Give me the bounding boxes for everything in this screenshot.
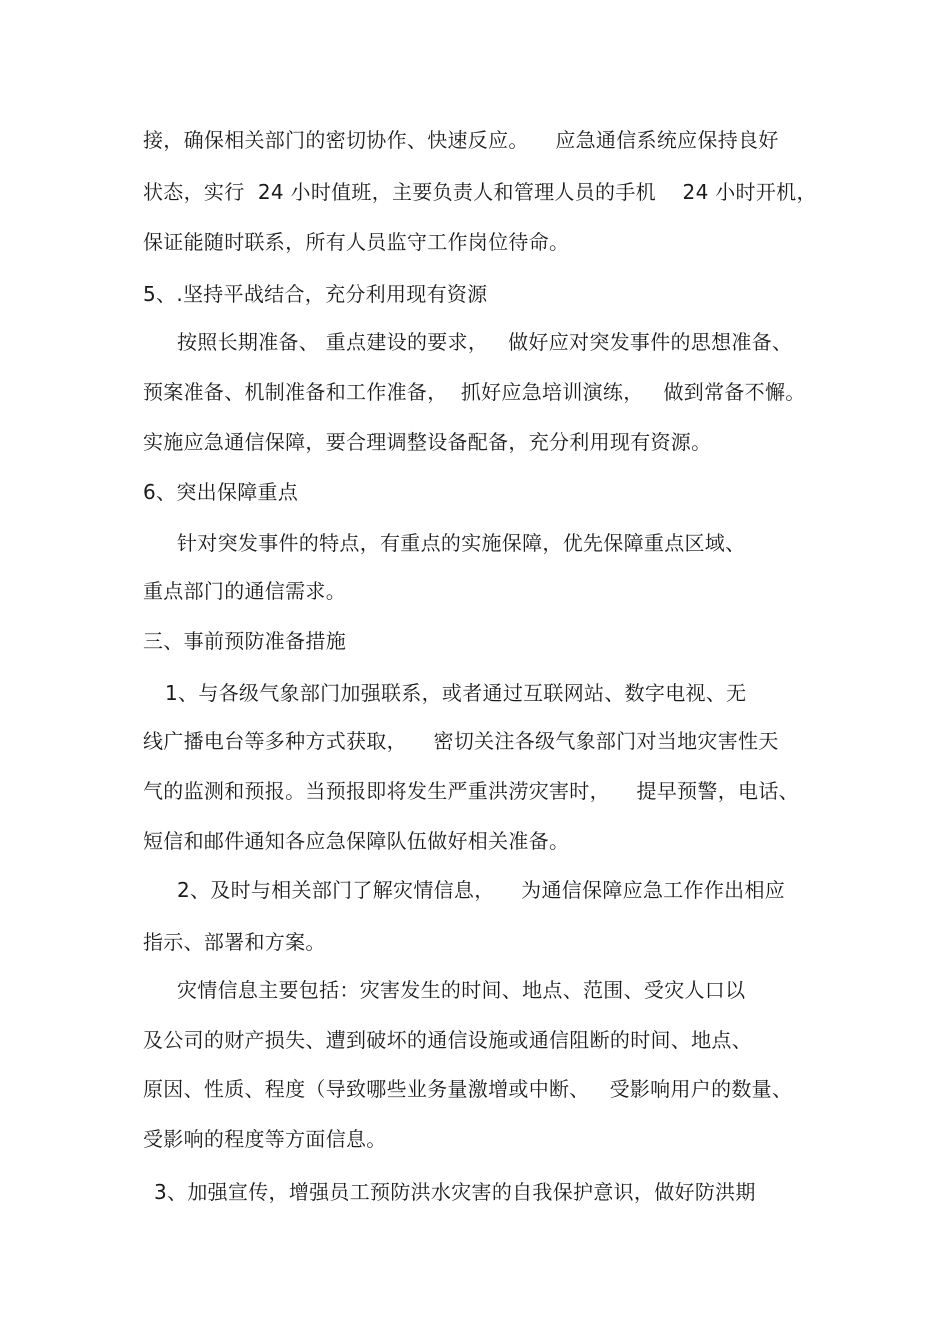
text-line: 灾情信息主要包括：灾害发生的时间、地点、范围、受灾人口以 bbox=[177, 978, 746, 1002]
text-line: 原因、性质、程度（导致哪些业务量激增或中断、 受影响用户的数量、 bbox=[143, 1077, 793, 1101]
text-line: 按照长期准备、 重点建设的要求， 做好应对突发事件的思想准备、 bbox=[177, 330, 793, 354]
text-line: 线广播电台等多种方式获取， 密切关注各级气象部门对当地灾害性天 bbox=[143, 729, 779, 753]
text-line: 受影响的程度等方面信息。 bbox=[143, 1127, 387, 1151]
section-heading-6: 6、突出保障重点 bbox=[143, 480, 299, 504]
text-line: 2、及时与相关部门了解灾情信息， 为通信保障应急工作作出相应 bbox=[177, 878, 786, 902]
section-heading-5: 5、.坚持平战结合，充分利用现有资源 bbox=[143, 282, 488, 306]
text-line: 针对突发事件的特点，有重点的实施保障，优先保障重点区域、 bbox=[177, 531, 746, 555]
text-line: 及公司的财产损失、遭到破坏的通信设施或通信阻断的时间、地点、 bbox=[143, 1028, 752, 1052]
text-line: 气的监测和预报。当预报即将发生严重洪涝灾害时， 提早预警，电话、 bbox=[143, 779, 799, 803]
text-line: 保证能随时联系，所有人员监守工作岗位待命。 bbox=[143, 230, 570, 254]
text-line: 1、与各级气象部门加强联系，或者通过互联网站、数字电视、无 bbox=[165, 681, 747, 705]
text-line: 指示、部署和方案。 bbox=[143, 930, 326, 954]
text-line: 状态，实行 24 小时值班，主要负责人和管理人员的手机 24 小时开机， bbox=[143, 180, 817, 204]
text-line: 3、加强宣传，增强员工预防洪水灾害的自我保护意识，做好防洪期 bbox=[154, 1180, 756, 1204]
text-line: 接，确保相关部门的密切协作、快速反应。 应急通信系统应保持良好 bbox=[143, 128, 779, 152]
text-line: 预案准备、机制准备和工作准备， 抓好应急培训演练， 做到常备不懈。 bbox=[143, 380, 806, 404]
chapter-heading-3: 三、事前预防准备措施 bbox=[143, 629, 346, 653]
text-line: 短信和邮件通知各应急保障队伍做好相关准备。 bbox=[143, 829, 570, 853]
text-line: 重点部门的通信需求。 bbox=[143, 579, 346, 603]
text-line: 实施应急通信保障，要合理调整设备配备，充分利用现有资源。 bbox=[143, 430, 712, 454]
